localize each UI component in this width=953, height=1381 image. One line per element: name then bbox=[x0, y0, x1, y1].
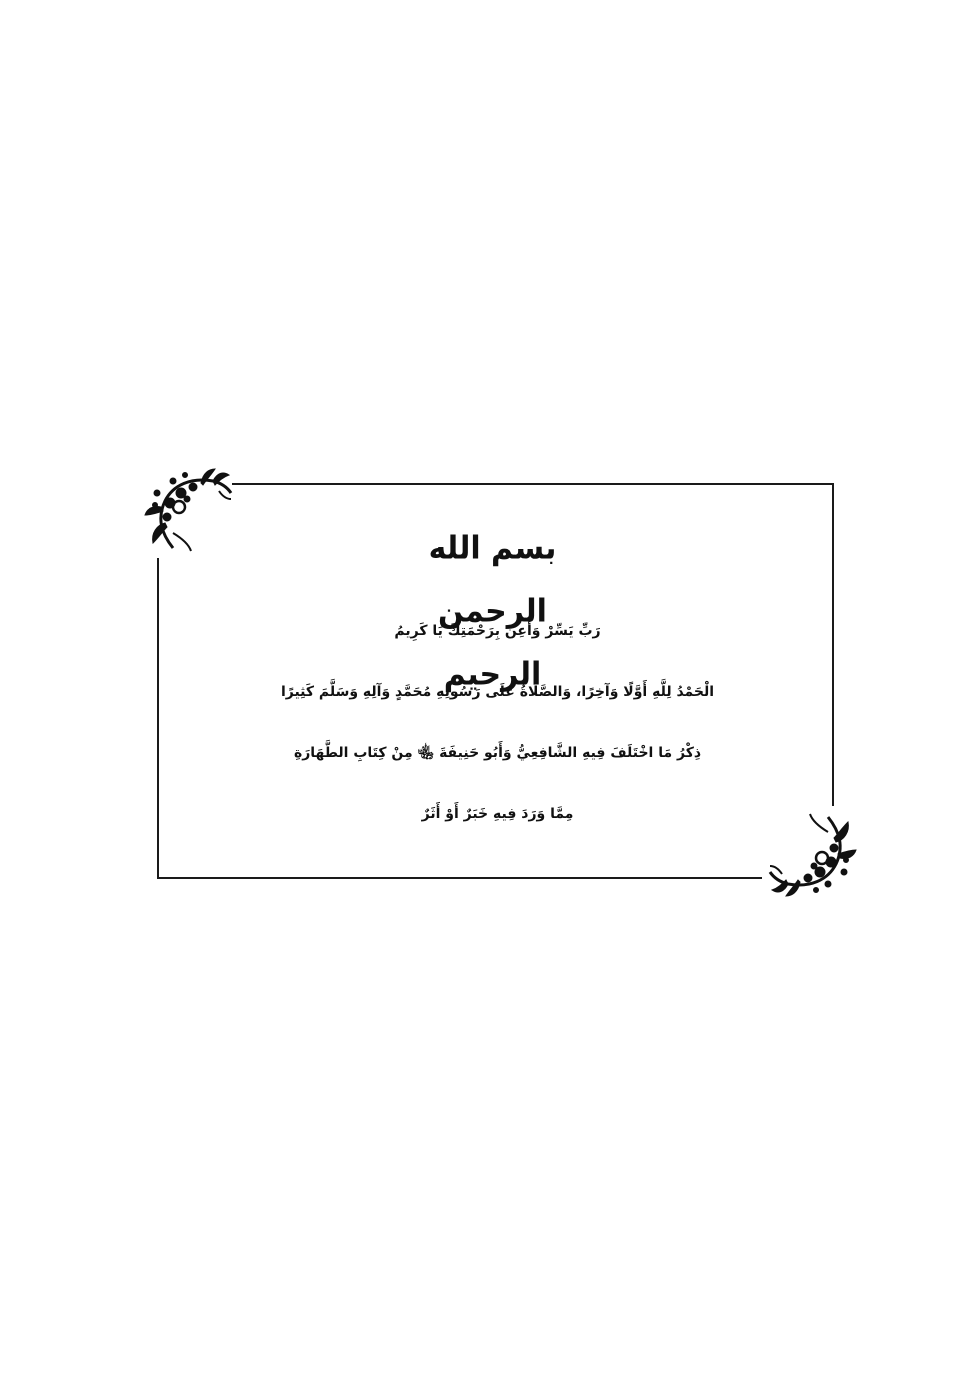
text-line-3: ذِكْرُ مَا اخْتَلَفَ فِيهِ الشَّافِعِيُّ وَأَبُو حَنِيفَةَ ﵄ مِنْ كِتَابِ الطَّهَارَةِ bbox=[293, 744, 702, 761]
main-text bbox=[170, 600, 825, 844]
text-line-1: رَبِّ يَسِّرْ وَأَعِنْ بِرَحْمَتِكَ يَا كَرِيمُ bbox=[394, 622, 601, 639]
floral-ornament-icon bbox=[143, 463, 233, 553]
text-line-4: مِمَّا وَرَدَ فِيهِ خَبَرٌ أَوْ أَثَرٌ bbox=[421, 805, 574, 822]
basmala-text: بسم الله الرحمن الرحيم bbox=[428, 530, 557, 693]
text-line-2: الْحَمْدُ لِلَّهِ أَوَّلًا وَآخِرًا، وَالصَّلَاةُ عَلَى رَسُولِهِ مُحَمَّدٍ وَآلِهِ وَسَلَّمَ كَثِيرًا bbox=[280, 683, 715, 700]
